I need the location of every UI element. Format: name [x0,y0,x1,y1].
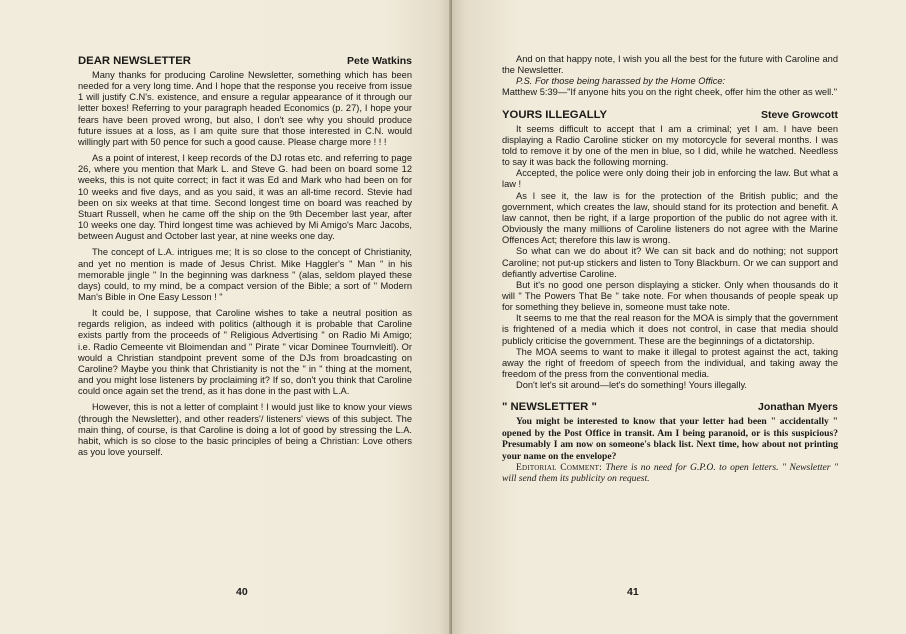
letter-heading [78,54,412,68]
letter-title: DEAR NEWSLETTER [78,55,191,67]
letter-paragraph: It seems difficult to accept that I am a criminal; yet I am. I have been displaying a Radio Caroline sticker on my motorcycle for several months. I was told to remove it by one of the men in blue, so I did, while he watched. Needless to say it was back the following morning. [502,123,838,168]
letter-heading [502,108,838,122]
letter-author: Steve Growcott [760,108,838,121]
letter-author: Jonathan Myers [758,401,838,414]
letter-paragraph: Don't let's sit around—let's do something! Yours illegally. [516,380,747,391]
letter-paragraph: As I see it, the law is for the protection of the British public; and the government, which creates the law, should stand for its protection and benefit. A law cannot, then be right, if a large proportion of the public do not agree with it. Obviously the many millions of Caroline listeners do not agree with the Marine Offences Act; therefore this law is wrong. [502,190,838,246]
editorial-text: There is no need for G.P.O. to open letters. " Newsletter " will send them its publicity on request. [502,462,838,485]
letter-title: YOURS ILLEGALLY [502,108,608,121]
letter-paragraph: The MOA seems to want to make it illegal to protest against the act, taking away the right of freedom of speech from the individual, and taking away the freedom of the press from the conventional media. [502,346,838,380]
letter-paragraph: But it's no good one person displaying a sticker. Only when thousands do it will " The Powers That Be " take note. For when thousands of people speak up for something they believe in, someone must take note. [502,279,838,313]
letter-paragraph: It seems to me that the real reason for the MOA is simply that the government is frightened of a media which it does not control, in case that media should publicly criticise the government. These are the beginnings of a dictatorship. [502,313,838,346]
right-column [502,54,838,490]
page-number: 40 [236,586,248,598]
letter-heading [502,400,838,414]
letter-author: Pete Watkins [347,55,412,67]
postscript: P.S. For those being harassed by the Home Office: [516,76,726,87]
letter-paragraph: It could be, I suppose, that Caroline wishes to take a neutral position as regards religion, as indeed with politics (although it is probable that Caroline exists partly from the proceeds of " Religious Advertising " on Radio Mi Amigo; i.e. Radio Cemeente vit Bloimendan and " Pirate " vicar Dominee Tournvleitl). Or would a Christian standpoint prevent some of the DJs from broadcasting on Caroline? Maybe you think that Christianity is not the " in " thing at the moment, and you might lose listeners by proclaiming it? If so, don't you think that Caroline could once again set the trend, as it has done in the past with L.A. [78,308,412,397]
letter-paragraph: However, this is not a letter of complaint ! I would just like to know your views (through the Newsletter), and other readers'/ listeners' views of this subject. The main thing, of course, is that Caroline is doing a lot of good by stressing the L.A. habit, which is so close to the basic principles of being a Christian: Love others as you love yourself. [78,402,412,457]
left-column [78,54,412,463]
left-page [0,0,452,634]
editorial-comment [502,462,838,485]
letter-paragraph: So what can we do about it? We can sit back and do nothing; not support Caroline; not put-up stickers and listen to Tony Blackburn. Or we can support and defiantly advertise Caroline. [502,246,838,279]
right-page [452,0,906,634]
letter-title: " NEWSLETTER " [502,401,597,414]
letter-paragraph: The concept of L.A. intrigues me; It is so close to the concept of Christianity, and yet no mention is made of Jesus Christ. Mike Haggler's " Man " in his memorable jingle " In the beginning was darkness " (alas, seldom played these days) could, to my mind, be a compact version of the Bible; a sort of " Modern Man's Bible in One Easy Lesson ! " [78,247,412,302]
bible-quote: Matthew 5:39—"If anyone hits you on the right cheek, offer him the other as well." [502,87,838,98]
closing-paragraph: And on that happy note, I wish you all the best for the future with Caroline and the Newsletter. [502,54,838,76]
letter-paragraph: As a point of interest, I keep records of the DJ rotas etc. and referring to page 26, where you mention that Mark L. and Steve G. had been on board some 12 weeks, this is not quite correct; in fact it was Ed and Mark who had been on for 10 weeks and five days, and as you said, it was an all-time record. Stevie had been on six weeks at that time. Second longest time on board was reached by Stuart Russell, when he came off the ship on the 9th December last year, after 10 weeks one day. Third longest time was achieved by Mi Amigo's Marc Jacobs, between August and October last year, at nine weeks one day. [78,153,412,242]
letter-paragraph: Many thanks for producing Caroline Newsletter, something which has been needed for a very long time. And I hope that the response you receive from issue 1 will justify C.N's. existence, and ensure a regular appearance of it through our letter boxes! Referring to your paragraph headed Economics (p. 27), I hope your fears have been proved wrong, but also, I don't see why you should produce future issues at a loss, as I am quite sure that those interested in C.N. would willingly part with 50 pence for such a good cause. Please charge more ! ! ! [78,70,412,147]
letter-paragraph: Accepted, the police were only doing their job in enforcing the law. But what a law ! [502,168,838,190]
letter-paragraph: You might be interested to know that your letter had been " accidentally " opened by the Post Office in transit. Am I being paranoid, or is this suspicious? Presumably I am now on someone's black list. Next time, how about not printing your name on the envelope? [502,416,838,462]
editorial-label: Editorial Comment: [516,462,603,473]
page-number: 41 [627,586,639,598]
